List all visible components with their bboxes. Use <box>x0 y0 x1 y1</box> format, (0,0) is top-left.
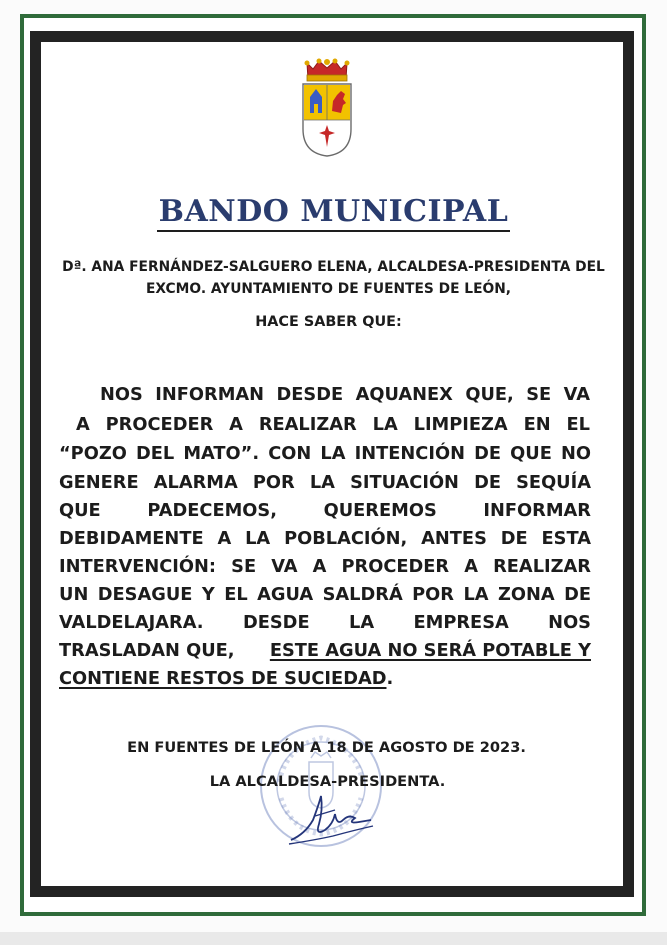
body-line-10 <box>59 640 591 661</box>
body-line-4: GENERE ALARMA POR LA SITUACIÓN DE SEQUÍA <box>59 472 591 493</box>
header-line-2: EXCMO. AYUNTAMIENTO DE FUENTES DE LEÓN, <box>145 281 512 297</box>
handwritten-signature-icon <box>285 790 375 850</box>
body-line-2: A PROCEDER A REALIZAR LA LIMPIEZA EN EL <box>76 414 590 435</box>
document-title-container <box>0 194 667 229</box>
body-line-1: NOS INFORMAN DESDE AQUANEX QUE, SE VA <box>100 384 590 405</box>
date-line: EN FUENTES DE LEÓN A 18 DE AGOSTO DE 2023. <box>127 739 526 756</box>
announcement-heading: HACE SABER QUE: <box>255 314 402 330</box>
body-line-11 <box>59 668 393 689</box>
body-line-9: VALDELAJARA. DESDE LA EMPRESA NOS <box>59 612 591 633</box>
body-line-5: QUE PADECEMOS, QUEREMOS INFORMAR <box>59 500 591 521</box>
body-line-11-suffix: . <box>386 668 394 689</box>
body-line-7: INTERVENCIÓN: SE VA A PROCEDER A REALIZAR <box>59 556 591 577</box>
municipal-coat-of-arms-icon <box>299 57 355 157</box>
body-line-10-underlined: ESTE AGUA NO SERÁ POTABLE Y <box>269 640 591 661</box>
page-bottom-strip <box>0 932 667 945</box>
body-line-3: “POZO DEL MATO”. CON LA INTENCIÓN DE QUE NO <box>59 443 591 464</box>
body-line-11-underlined: CONTIENE RESTOS DE SUCIEDAD <box>59 668 387 689</box>
signatory-line: LA ALCALDESA-PRESIDENTA. <box>209 773 446 790</box>
body-line-6: DEBIDAMENTE A LA POBLACIÓN, ANTES DE ESTA <box>59 528 591 549</box>
document-title: BANDO MUNICIPAL <box>157 194 511 232</box>
body-line-8: UN DESAGUE Y EL AGUA SALDRÁ POR LA ZONA DE <box>59 584 591 605</box>
body-line-10-prefix: TRASLADAN QUE, <box>59 640 235 661</box>
header-line-1: Dª. ANA FERNÁNDEZ-SALGUERO ELENA, ALCALDESA-PRESIDENTA DEL <box>62 259 605 275</box>
